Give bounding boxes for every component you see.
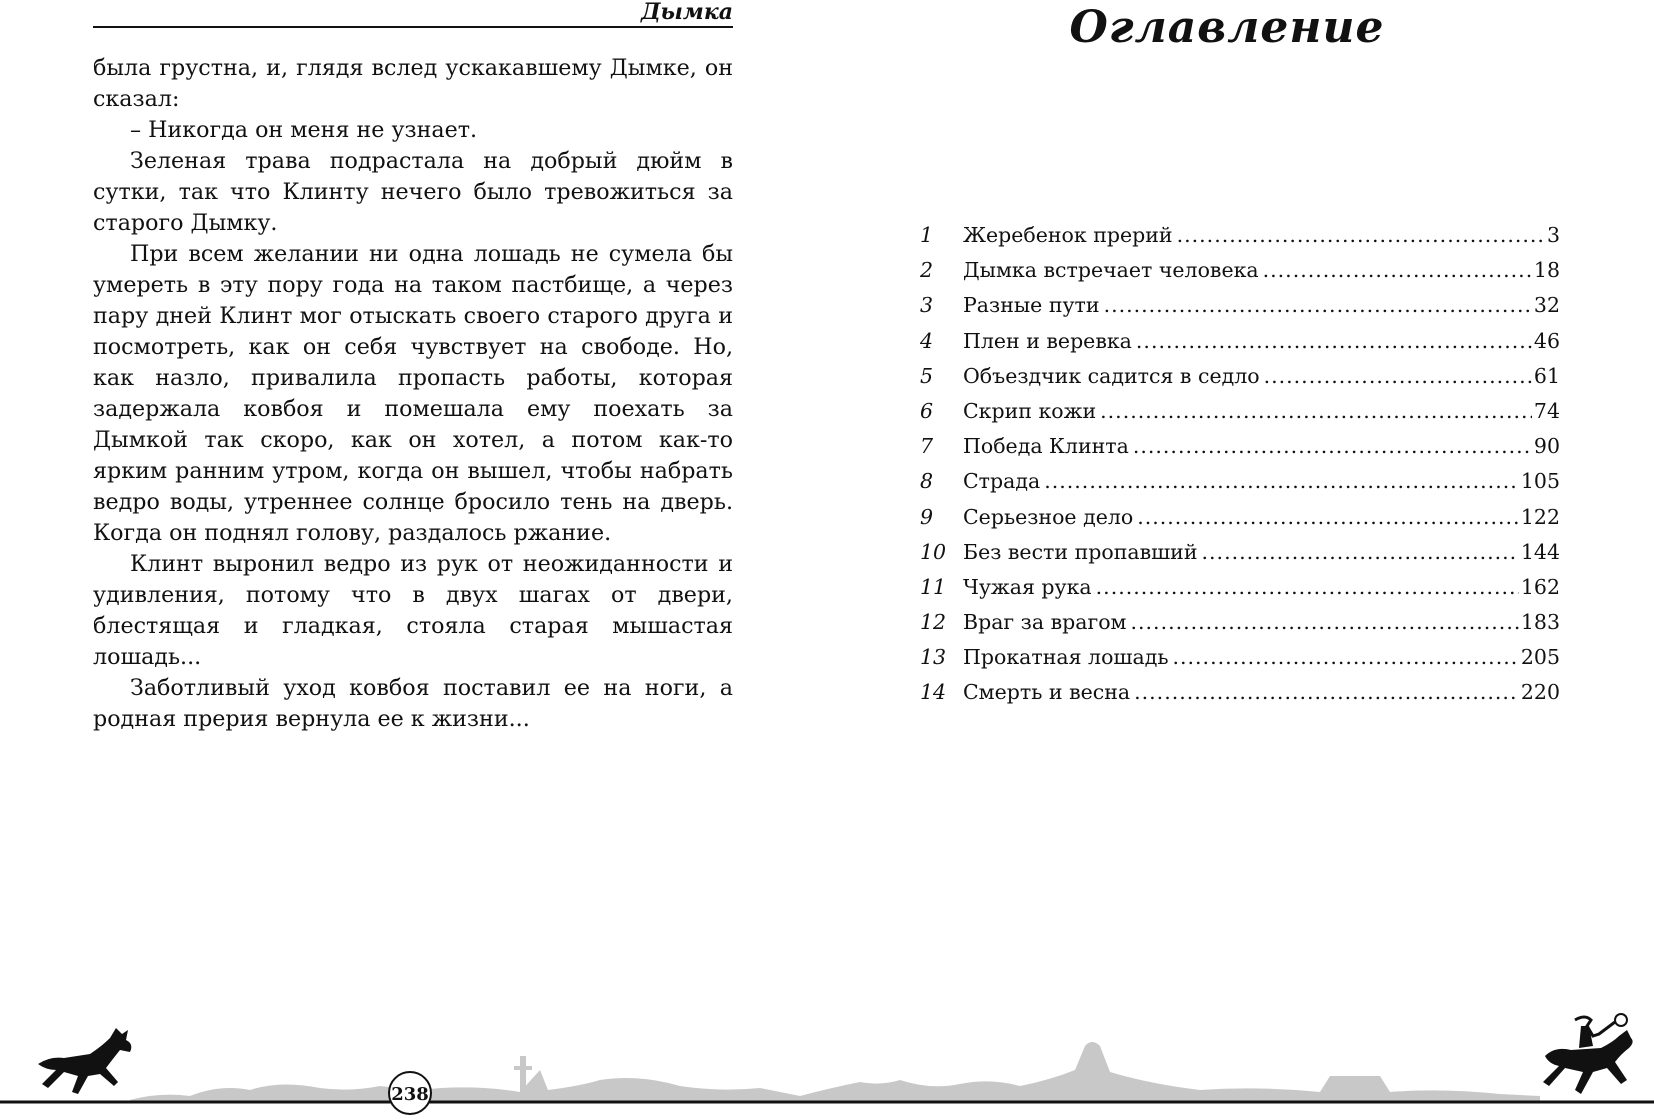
right-page [800, 0, 1654, 1120]
toc-title: Жеребенок прерий [963, 223, 1173, 247]
toc-page: 162 [1520, 574, 1560, 599]
toc-number: 8 [920, 469, 934, 494]
toc-title: Страда [963, 469, 1041, 494]
toc-leader [1136, 324, 1532, 359]
toc-entry [920, 359, 1560, 394]
toc-title: Смерть и весна [963, 680, 1131, 705]
toc-leader [1134, 675, 1519, 710]
toc-number: 7 [920, 434, 934, 459]
toc-leader [1100, 394, 1532, 429]
toc-page: 18 [1533, 258, 1560, 283]
toc-title: Объездчик садится в седло [963, 363, 1260, 388]
toc-title: Без вести пропавший [963, 539, 1198, 564]
toc-entry [920, 605, 1560, 640]
toc-number: 10 [920, 539, 947, 564]
paragraph: Заботливый уход ковбоя поставил ее на ноги, а родная прерия вернула ее к жизни... [93, 675, 733, 732]
toc-leader [1133, 429, 1532, 464]
body-text [93, 53, 733, 735]
footer-landscape [0, 1000, 1654, 1120]
toc-number: 11 [920, 574, 947, 599]
running-head: Дымка [93, 0, 733, 28]
toc-title: Дымка встречает человека [963, 258, 1259, 283]
toc-entry [920, 675, 1560, 710]
page-number: 238 [388, 1071, 432, 1115]
galloping-horse-icon [30, 1020, 140, 1100]
paragraph: – Никогда он меня не узнает. [130, 117, 478, 143]
toc-number: 1 [920, 223, 934, 247]
table-of-contents [920, 218, 1560, 711]
toc-page: 122 [1520, 504, 1560, 529]
landscape-silhouette [0, 1000, 1654, 1120]
toc-entry [920, 324, 1560, 359]
toc-entry [920, 570, 1560, 605]
toc-page: 61 [1533, 363, 1560, 388]
toc-leader [1137, 500, 1519, 535]
toc-title: Серьезное дело [963, 504, 1134, 529]
paragraph: была грустна, и, глядя вслед ускакавшему Дымке, он сказал: [93, 55, 733, 112]
toc-title: Победа Клинта [963, 434, 1129, 459]
toc-page: 105 [1520, 469, 1560, 494]
toc-entry [920, 288, 1560, 323]
paragraph: Зеленая трава подрастала на добрый дюйм в сутки, так что Клинту нечего было тревожиться за старого Дымку. [93, 148, 733, 236]
toc-entry [920, 253, 1560, 288]
toc-page: 183 [1520, 610, 1560, 635]
toc-number: 2 [920, 258, 934, 283]
toc-number: 13 [920, 645, 947, 670]
toc-heading: Оглавление [1069, 2, 1385, 53]
toc-number: 14 [920, 680, 947, 705]
toc-number: 9 [920, 504, 934, 529]
paragraph: При всем желании ни одна лошадь не сумела бы умереть в эту пору года на таком пастбище, а через пару дней Клинт мог отыскать своего старого друга и посмотреть, как он себя чувствует на свободе. Но, как назло, привалила пропасть работы, которая задержала ковбоя и помешала ему поехать за Дымкой так скоро, как он хотел, а потом как-то ярким ранним утром, когда он вышел, чтобы набрать ведро воды, утреннее солнце бросило тень на дверь. Когда он поднял голову, раздалось ржание. [93, 241, 733, 546]
toc-number: 4 [920, 328, 934, 353]
left-page [0, 0, 780, 1120]
toc-leader [1202, 535, 1519, 570]
toc-page: 90 [1533, 434, 1560, 459]
toc-title: Скрип кожи [963, 398, 1097, 423]
toc-entry [920, 429, 1560, 464]
toc-page: 32 [1533, 293, 1560, 318]
toc-leader [1172, 640, 1518, 675]
cowboy-rider-icon [1535, 1012, 1645, 1102]
toc-page: 220 [1520, 680, 1560, 705]
toc-number: 12 [920, 610, 947, 635]
toc-entry [920, 218, 1560, 253]
toc-title: Разные пути [963, 293, 1100, 318]
toc-title: Плен и веревка [963, 328, 1132, 353]
toc-page: 3 [1546, 223, 1560, 247]
toc-number: 6 [920, 398, 934, 423]
toc-entry [920, 535, 1560, 570]
toc-page: 46 [1533, 328, 1560, 353]
toc-leader [1264, 359, 1532, 394]
toc-leader [1044, 464, 1519, 499]
toc-entry [920, 394, 1560, 429]
toc-title: Чужая рука [963, 574, 1092, 599]
toc-entry [920, 500, 1560, 535]
toc-leader [1104, 288, 1532, 323]
toc-page: 205 [1520, 645, 1560, 670]
toc-page: 144 [1520, 539, 1560, 564]
toc-entry [920, 464, 1560, 499]
toc-leader [1131, 605, 1519, 640]
paragraph: Клинт выронил ведро из рук от неожиданности и удивления, потому что в двух шагах от двери, блестящая и гладкая, стояла старая мышастая лошадь... [93, 551, 733, 670]
toc-title: Прокатная лошадь [963, 645, 1169, 670]
toc-title: Враг за врагом [963, 610, 1127, 635]
toc-number: 3 [920, 293, 934, 318]
toc-leader [1177, 218, 1545, 253]
toc-leader [1096, 570, 1519, 605]
toc-number: 5 [920, 363, 934, 388]
toc-leader [1263, 253, 1532, 288]
toc-page: 74 [1533, 398, 1560, 423]
toc-entry [920, 640, 1560, 675]
